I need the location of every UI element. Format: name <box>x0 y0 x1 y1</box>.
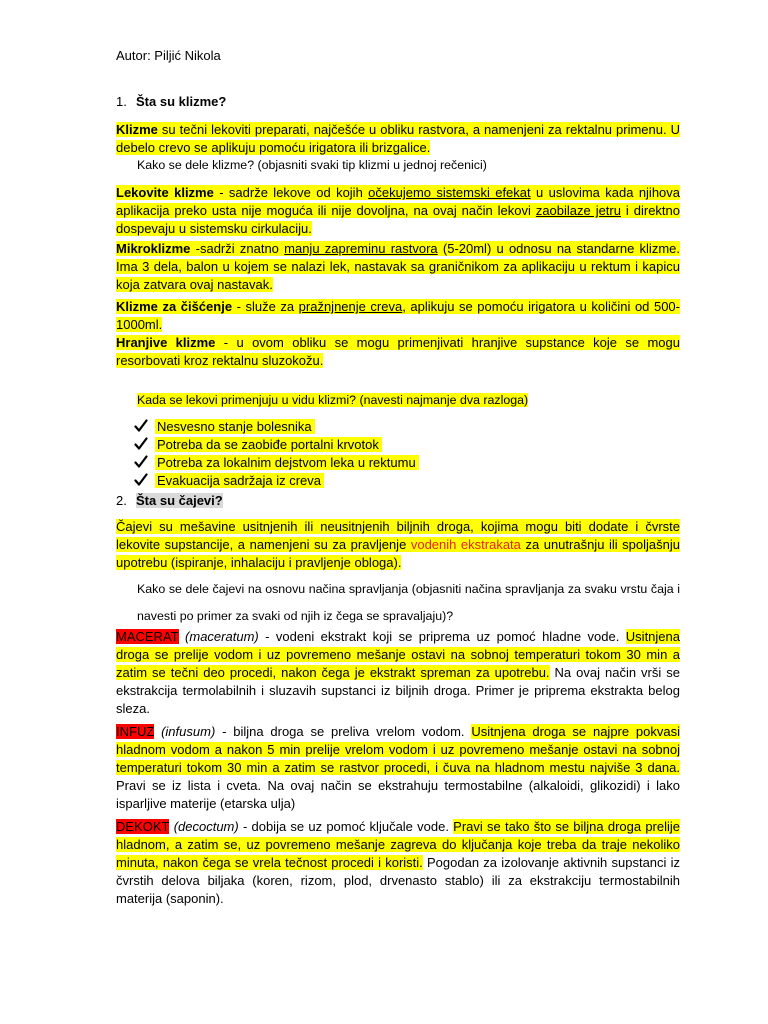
klizme-za-ciscenje-paragraph <box>116 298 680 334</box>
mikroklizme-term: Mikroklizme <box>116 241 191 256</box>
section-2-title: Šta su čajevi? <box>136 493 223 508</box>
dekokt-highlight: Pravi se tako što se biljna droga prelije hladnom, a zatim se, uz povremeno mešanje zagreva do ključanja koje treba da traje nekoliko minuta, nakon čega se vrela tečnost procedi i koristi. <box>116 819 681 870</box>
checkmark-icon <box>134 472 148 488</box>
ciscenje-underline-1: pražnjnenje creva <box>298 299 403 314</box>
infuz-paragraph <box>116 723 680 813</box>
lekovite-text-1: - sadrže lekove od kojih <box>213 185 369 200</box>
checkmark-icon <box>134 418 148 434</box>
author-text: Autor: Piljić Nikola <box>116 48 221 63</box>
lekovite-klizme-paragraph <box>116 184 680 238</box>
section-1-title: Šta su klizme? <box>136 94 227 109</box>
macerat-paragraph <box>116 628 680 718</box>
checkmark-icon <box>134 436 148 452</box>
klizme-types-question-text: Kako se dele klizme? (objasniti svaki tip klizmi u jednoj rečenici) <box>137 158 487 172</box>
section-2-number: 2. <box>116 493 127 508</box>
dekokt-term: DEKOKT <box>116 819 170 834</box>
dekokt-text-2: Pogodan za izolovanje aktivnih supstanci iz čvrstih delova biljaka (koren, rizom, plod, drvenasto stablo) ili za ekstrakciju termostabilnih materija (saponin). <box>116 855 681 906</box>
dekokt-text-1: - dobija se uz pomoć ključale vode. <box>238 819 454 834</box>
macerat-text-2: Na ovaj način vrši se ekstrakcija termolabilnih i sluzavih supstanci iz biljnih droga. Primer je priprema ekstrakta belog sleza. <box>116 665 680 716</box>
cajevi-intro-red-text: vodenih ekstrakata <box>410 537 521 552</box>
infuz-text-1: - biljna droga se preliva vrelom vodom. <box>215 724 472 739</box>
checklist-item <box>133 436 633 454</box>
klizme-reasons-question-text: Kada se lekovi primenjuju u vidu klizmi? (navesti najmanje dva razloga) <box>137 393 529 407</box>
checklist-item-text: Potreba za lokalnim dejstvom leka u rektumu <box>155 455 419 470</box>
checklist-item-text: Evakuacija sadržaja iz creva <box>155 473 324 488</box>
infuz-highlight: Usitnjena droga se najpre pokvasi hladnom vodom a nakon 5 min prelije vrelom vodom i uz povremeno mešanje ostavi na sobnoj temperaturi tokom 30 min a zatim se rastvor procedi, i čuva na hladnom mestu najviše 3 dana. <box>116 724 680 775</box>
hranjive-text-1: - u ovom obliku se mogu primenjivati hranjive supstance koje se mogu resorbovati kroz rektalnu sluzokožu. <box>116 335 680 368</box>
lekovite-underline-1: očekujemo sistemski efekat <box>368 185 531 200</box>
reasons-checklist <box>133 418 633 490</box>
checklist-item <box>133 418 633 436</box>
macerat-text-1: - vodeni ekstrakt koji se priprema uz pomoć hladne vode. <box>258 629 626 644</box>
cajevi-types-question-text: Kako se dele čajevi na osnovu načina spravljanja (objasniti načina spravljanja za svaku vrstu čaja i navesti po primer za svaki od njih iz čega se spravaljaju)? <box>137 582 680 623</box>
lekovite-klizme-term: Lekovite klizme <box>116 185 214 200</box>
section-2-heading <box>116 492 680 510</box>
checklist-item <box>133 472 633 490</box>
cajevi-types-question <box>137 576 680 630</box>
mikro-text-1: -sadrži znatno <box>190 241 285 256</box>
infuz-text-2: Pravi se iz lista i cveta. Na ovaj način se ekstrahuju termostabilne (alkaloidi, glikozidi) i lako isparljive materije (etarska ulja) <box>116 778 680 811</box>
author-line <box>116 47 680 65</box>
klizme-types-question <box>137 156 680 174</box>
infuz-latin: (infusum) <box>154 724 216 739</box>
mikro-text-2: (5-20ml) u odnosu na standarne klizme. Ima 3 dela, balon u kojem se nalazi lek, nastavak sa graničnikom za aplikaciju u rektum i kapicu koja zatvara ovaj nastavak. <box>116 241 680 292</box>
cajevi-intro-text-1: Čajevi su mešavine usitnjenih ili neusitnjenih biljnih droga, kojima mogu biti dodate i čvrste lekovite supstancije, a namenjeni su za pravljenje <box>116 519 680 552</box>
ciscenje-text-2: , aplikuju se pomoću irigatora u količini od 500-1000ml. <box>116 299 680 332</box>
checklist-item <box>133 454 633 472</box>
macerat-term: MACERAT <box>116 629 179 644</box>
cajevi-intro-paragraph <box>116 518 680 572</box>
infuz-term: INFUZ <box>116 724 155 739</box>
lekovite-underline-2: zaobilaze jetru <box>535 203 621 218</box>
checklist-item-text: Nesvesno stanje bolesnika <box>155 419 315 434</box>
cajevi-intro-text-2: za unutrašnju ili spoljašnju upotrebu (ispiranje, inhalaciju i pravljenje obloga). <box>116 537 680 570</box>
macerat-highlight: Usitnjena droga se prelije vodom i uz povremeno mešanje ostavi na sobnoj temperaturi tokom 30 min a zatim se tečni deo procedi, nakon čega je ekstrakt spreman za upotrebu. <box>116 629 680 680</box>
klizme-intro-paragraph <box>116 121 680 157</box>
checklist-item-text: Potreba da se zaobiđe portalni krvotok <box>155 437 382 452</box>
lekovite-text-2: u uslovima kada njihova aplikacija preko usta nije moguća ili nije dovoljna, na ovaj način lekovi <box>116 185 681 218</box>
section-1-number: 1. <box>116 94 127 109</box>
klizme-term: Klizme <box>116 122 158 137</box>
ciscenje-term: Klizme za čišćenje <box>116 299 233 314</box>
klizme-reasons-question <box>137 391 680 409</box>
lekovite-text-3: i direktno dospevaju u sistemsku cirkulaciju. <box>116 203 680 236</box>
macerat-latin: (maceratum) <box>178 629 259 644</box>
hranjive-term: Hranjive klizme <box>116 335 216 350</box>
hranjive-klizme-paragraph <box>116 334 680 370</box>
section-1-heading <box>116 93 680 111</box>
klizme-intro-text: su tečni lekoviti preparati, najčešće u obliku rastvora, a namenjeni za rektalnu primenu. U debelo crevo se aplikuju pomoću irigatora ili brizgalice. <box>116 122 680 155</box>
dekokt-latin: (decoctum) <box>169 819 239 834</box>
mikroklizme-paragraph <box>116 240 680 294</box>
mikro-underline-1: manju zapreminu rastvora <box>284 241 438 256</box>
ciscenje-text-1: - služe za <box>232 299 299 314</box>
checkmark-icon <box>134 454 148 470</box>
dekokt-paragraph <box>116 818 680 908</box>
